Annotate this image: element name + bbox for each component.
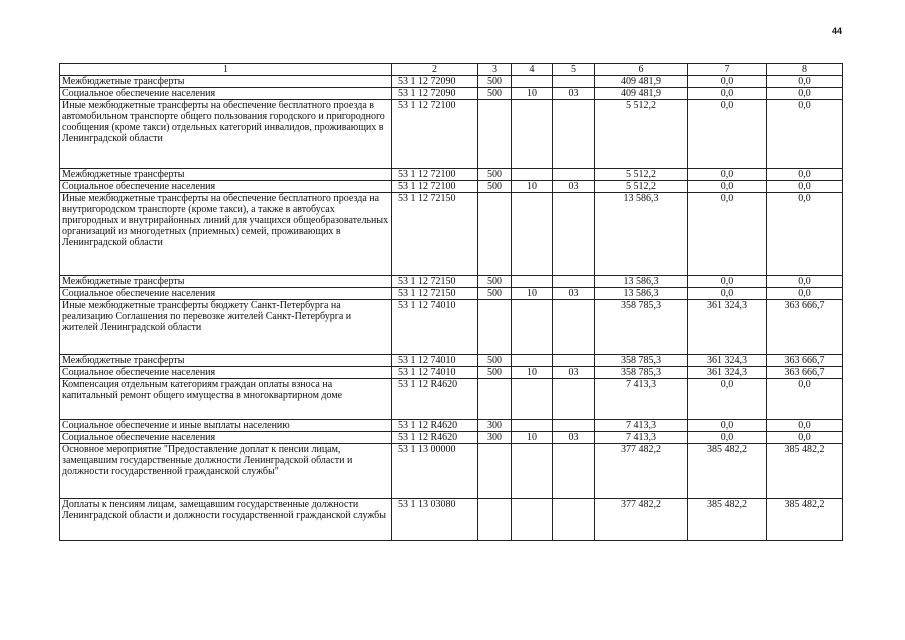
table-row [60, 420, 843, 432]
subsection-cell: 03 [553, 181, 595, 193]
section-cell [512, 444, 553, 499]
section-cell [512, 355, 553, 367]
table-row [60, 276, 843, 288]
column-header: 7 [688, 64, 767, 76]
amount-col8-cell: 0,0 [767, 432, 843, 444]
section-cell [512, 76, 553, 88]
column-header: 3 [478, 64, 512, 76]
amount-col8-cell: 363 666,7 [767, 367, 843, 379]
section-cell [512, 276, 553, 288]
row-name-cell: Социальное обеспечение населения [60, 367, 392, 379]
section-cell [512, 379, 553, 420]
amount-col6-cell: 409 481,9 [595, 88, 688, 100]
expense-type-cell: 500 [478, 288, 512, 300]
expense-type-cell [478, 193, 512, 276]
row-name-cell: Межбюджетные трансферты [60, 169, 392, 181]
row-name-cell: Иные межбюджетные трансферты бюджету Санкт-Петербурга на реализацию Соглашения по перевозке жителей Санкт-Петербурга и жителей Ленинградской области [60, 300, 392, 355]
table-row [60, 288, 843, 300]
amount-col7-cell: 0,0 [688, 76, 767, 88]
table-row [60, 181, 843, 193]
row-name-cell: Социальное обеспечение населения [60, 288, 392, 300]
target-code-cell: 53 1 12 R4620 [392, 432, 478, 444]
amount-col6-cell: 377 482,2 [595, 444, 688, 499]
amount-col7-cell: 0,0 [688, 379, 767, 420]
target-code-cell: 53 1 12 74010 [392, 300, 478, 355]
amount-col6-cell: 358 785,3 [595, 367, 688, 379]
amount-col7-cell: 361 324,3 [688, 300, 767, 355]
target-code-cell: 53 1 12 72090 [392, 88, 478, 100]
amount-col6-cell: 358 785,3 [595, 300, 688, 355]
table-row [60, 169, 843, 181]
row-name-cell: Межбюджетные трансферты [60, 355, 392, 367]
amount-col7-cell: 385 482,2 [688, 499, 767, 541]
amount-col8-cell: 385 482,2 [767, 444, 843, 499]
amount-col8-cell: 0,0 [767, 420, 843, 432]
subsection-cell [553, 76, 595, 88]
section-cell: 10 [512, 181, 553, 193]
subsection-cell [553, 355, 595, 367]
amount-col7-cell: 361 324,3 [688, 367, 767, 379]
amount-col6-cell: 5 512,2 [595, 181, 688, 193]
amount-col7-cell: 0,0 [688, 193, 767, 276]
table-row [60, 88, 843, 100]
row-name-cell: Социальное обеспечение и иные выплаты населению [60, 420, 392, 432]
amount-col6-cell: 7 413,3 [595, 379, 688, 420]
target-code-cell: 53 1 12 72090 [392, 76, 478, 88]
row-name-cell: Компенсация отдельным категориям граждан оплаты взноса на капитальный ремонт общего имущества в многоквартирном доме [60, 379, 392, 420]
row-name-cell: Иные межбюджетные трансферты на обеспечение бесплатного проезда на внутригородском транспорте (кроме такси), а также в автобусах пригородных и внутрирайонных линий для учащихся общеобразовательных организаций из многодетных (приемных) семей, проживающих в Ленинградской области [60, 193, 392, 276]
expense-type-cell: 500 [478, 367, 512, 379]
amount-col8-cell: 0,0 [767, 288, 843, 300]
amount-col6-cell: 13 586,3 [595, 276, 688, 288]
amount-col8-cell: 0,0 [767, 193, 843, 276]
row-name-cell: Иные межбюджетные трансферты на обеспечение бесплатного проезда в автомобильном транспорте общего пользования городского и пригородного сообщения (кроме такси) отдельных категорий инвалидов, проживающих в Ленинградской области [60, 100, 392, 169]
amount-col6-cell: 409 481,9 [595, 76, 688, 88]
amount-col7-cell: 0,0 [688, 432, 767, 444]
page-number: 44 [832, 26, 843, 36]
amount-col8-cell: 0,0 [767, 100, 843, 169]
column-header: 6 [595, 64, 688, 76]
table-row [60, 300, 843, 355]
expense-type-cell: 500 [478, 169, 512, 181]
section-cell [512, 420, 553, 432]
section-cell: 10 [512, 88, 553, 100]
target-code-cell: 53 1 12 74010 [392, 355, 478, 367]
expense-type-cell [478, 300, 512, 355]
target-code-cell: 53 1 12 72150 [392, 193, 478, 276]
expense-type-cell [478, 499, 512, 541]
subsection-cell [553, 169, 595, 181]
row-name-cell: Социальное обеспечение населения [60, 181, 392, 193]
amount-col6-cell: 377 482,2 [595, 499, 688, 541]
amount-col7-cell: 361 324,3 [688, 355, 767, 367]
subsection-cell [553, 100, 595, 169]
table-row [60, 499, 843, 541]
row-name-cell: Межбюджетные трансферты [60, 76, 392, 88]
section-cell [512, 193, 553, 276]
section-cell: 10 [512, 432, 553, 444]
row-name-cell: Доплаты к пенсиям лицам, замещавшим государственные должности Ленинградской области и должности государственной гражданской службы [60, 499, 392, 541]
amount-col8-cell: 363 666,7 [767, 300, 843, 355]
subsection-cell [553, 300, 595, 355]
amount-col7-cell: 0,0 [688, 288, 767, 300]
section-cell [512, 300, 553, 355]
header-row [60, 64, 843, 76]
amount-col6-cell: 358 785,3 [595, 355, 688, 367]
table-row [60, 100, 843, 169]
amount-col8-cell: 0,0 [767, 88, 843, 100]
subsection-cell: 03 [553, 367, 595, 379]
amount-col6-cell: 5 512,2 [595, 100, 688, 169]
amount-col6-cell: 7 413,3 [595, 420, 688, 432]
expense-type-cell: 500 [478, 76, 512, 88]
section-cell [512, 499, 553, 541]
target-code-cell: 53 1 12 72100 [392, 100, 478, 169]
amount-col8-cell: 0,0 [767, 76, 843, 88]
expense-type-cell [478, 100, 512, 169]
expense-type-cell: 300 [478, 432, 512, 444]
subsection-cell [553, 444, 595, 499]
expense-type-cell: 300 [478, 420, 512, 432]
amount-col7-cell: 0,0 [688, 88, 767, 100]
expense-type-cell [478, 379, 512, 420]
table-row [60, 379, 843, 420]
table-row [60, 193, 843, 276]
expense-type-cell: 500 [478, 181, 512, 193]
row-name-cell: Межбюджетные трансферты [60, 276, 392, 288]
row-name-cell: Социальное обеспечение населения [60, 432, 392, 444]
amount-col8-cell: 0,0 [767, 169, 843, 181]
subsection-cell [553, 276, 595, 288]
row-name-cell: Социальное обеспечение населения [60, 88, 392, 100]
amount-col6-cell: 7 413,3 [595, 432, 688, 444]
amount-col8-cell: 0,0 [767, 379, 843, 420]
column-header: 1 [60, 64, 392, 76]
budget-table [59, 63, 843, 541]
column-header: 5 [553, 64, 595, 76]
amount-col8-cell: 363 666,7 [767, 355, 843, 367]
target-code-cell: 53 1 12 72150 [392, 288, 478, 300]
amount-col6-cell: 5 512,2 [595, 169, 688, 181]
table-row [60, 432, 843, 444]
table-row [60, 76, 843, 88]
section-cell [512, 169, 553, 181]
amount-col7-cell: 385 482,2 [688, 444, 767, 499]
amount-col6-cell: 13 586,3 [595, 288, 688, 300]
subsection-cell: 03 [553, 88, 595, 100]
expense-type-cell: 500 [478, 88, 512, 100]
table-row [60, 367, 843, 379]
target-code-cell: 53 1 12 74010 [392, 367, 478, 379]
section-cell: 10 [512, 367, 553, 379]
amount-col7-cell: 0,0 [688, 100, 767, 169]
amount-col8-cell: 0,0 [767, 181, 843, 193]
target-code-cell: 53 1 12 R4620 [392, 379, 478, 420]
amount-col7-cell: 0,0 [688, 420, 767, 432]
amount-col8-cell: 385 482,2 [767, 499, 843, 541]
subsection-cell: 03 [553, 288, 595, 300]
amount-col6-cell: 13 586,3 [595, 193, 688, 276]
row-name-cell: Основное мероприятие "Предоставление доплат к пенсии лицам, замещавшим государственные должности Ленинградской области и должности государственной гражданской службы" [60, 444, 392, 499]
target-code-cell: 53 1 12 R4620 [392, 420, 478, 432]
target-code-cell: 53 1 12 72100 [392, 169, 478, 181]
target-code-cell: 53 1 12 72150 [392, 276, 478, 288]
target-code-cell: 53 1 13 00000 [392, 444, 478, 499]
amount-col7-cell: 0,0 [688, 276, 767, 288]
column-header: 2 [392, 64, 478, 76]
expense-type-cell: 500 [478, 276, 512, 288]
amount-col8-cell: 0,0 [767, 276, 843, 288]
subsection-cell [553, 193, 595, 276]
subsection-cell: 03 [553, 432, 595, 444]
expense-type-cell [478, 444, 512, 499]
column-header: 4 [512, 64, 553, 76]
table-row [60, 355, 843, 367]
expense-type-cell: 500 [478, 355, 512, 367]
section-cell [512, 100, 553, 169]
target-code-cell: 53 1 12 72100 [392, 181, 478, 193]
amount-col7-cell: 0,0 [688, 181, 767, 193]
section-cell: 10 [512, 288, 553, 300]
amount-col7-cell: 0,0 [688, 169, 767, 181]
table-row [60, 444, 843, 499]
column-header: 8 [767, 64, 843, 76]
subsection-cell [553, 420, 595, 432]
subsection-cell [553, 379, 595, 420]
target-code-cell: 53 1 13 03080 [392, 499, 478, 541]
subsection-cell [553, 499, 595, 541]
